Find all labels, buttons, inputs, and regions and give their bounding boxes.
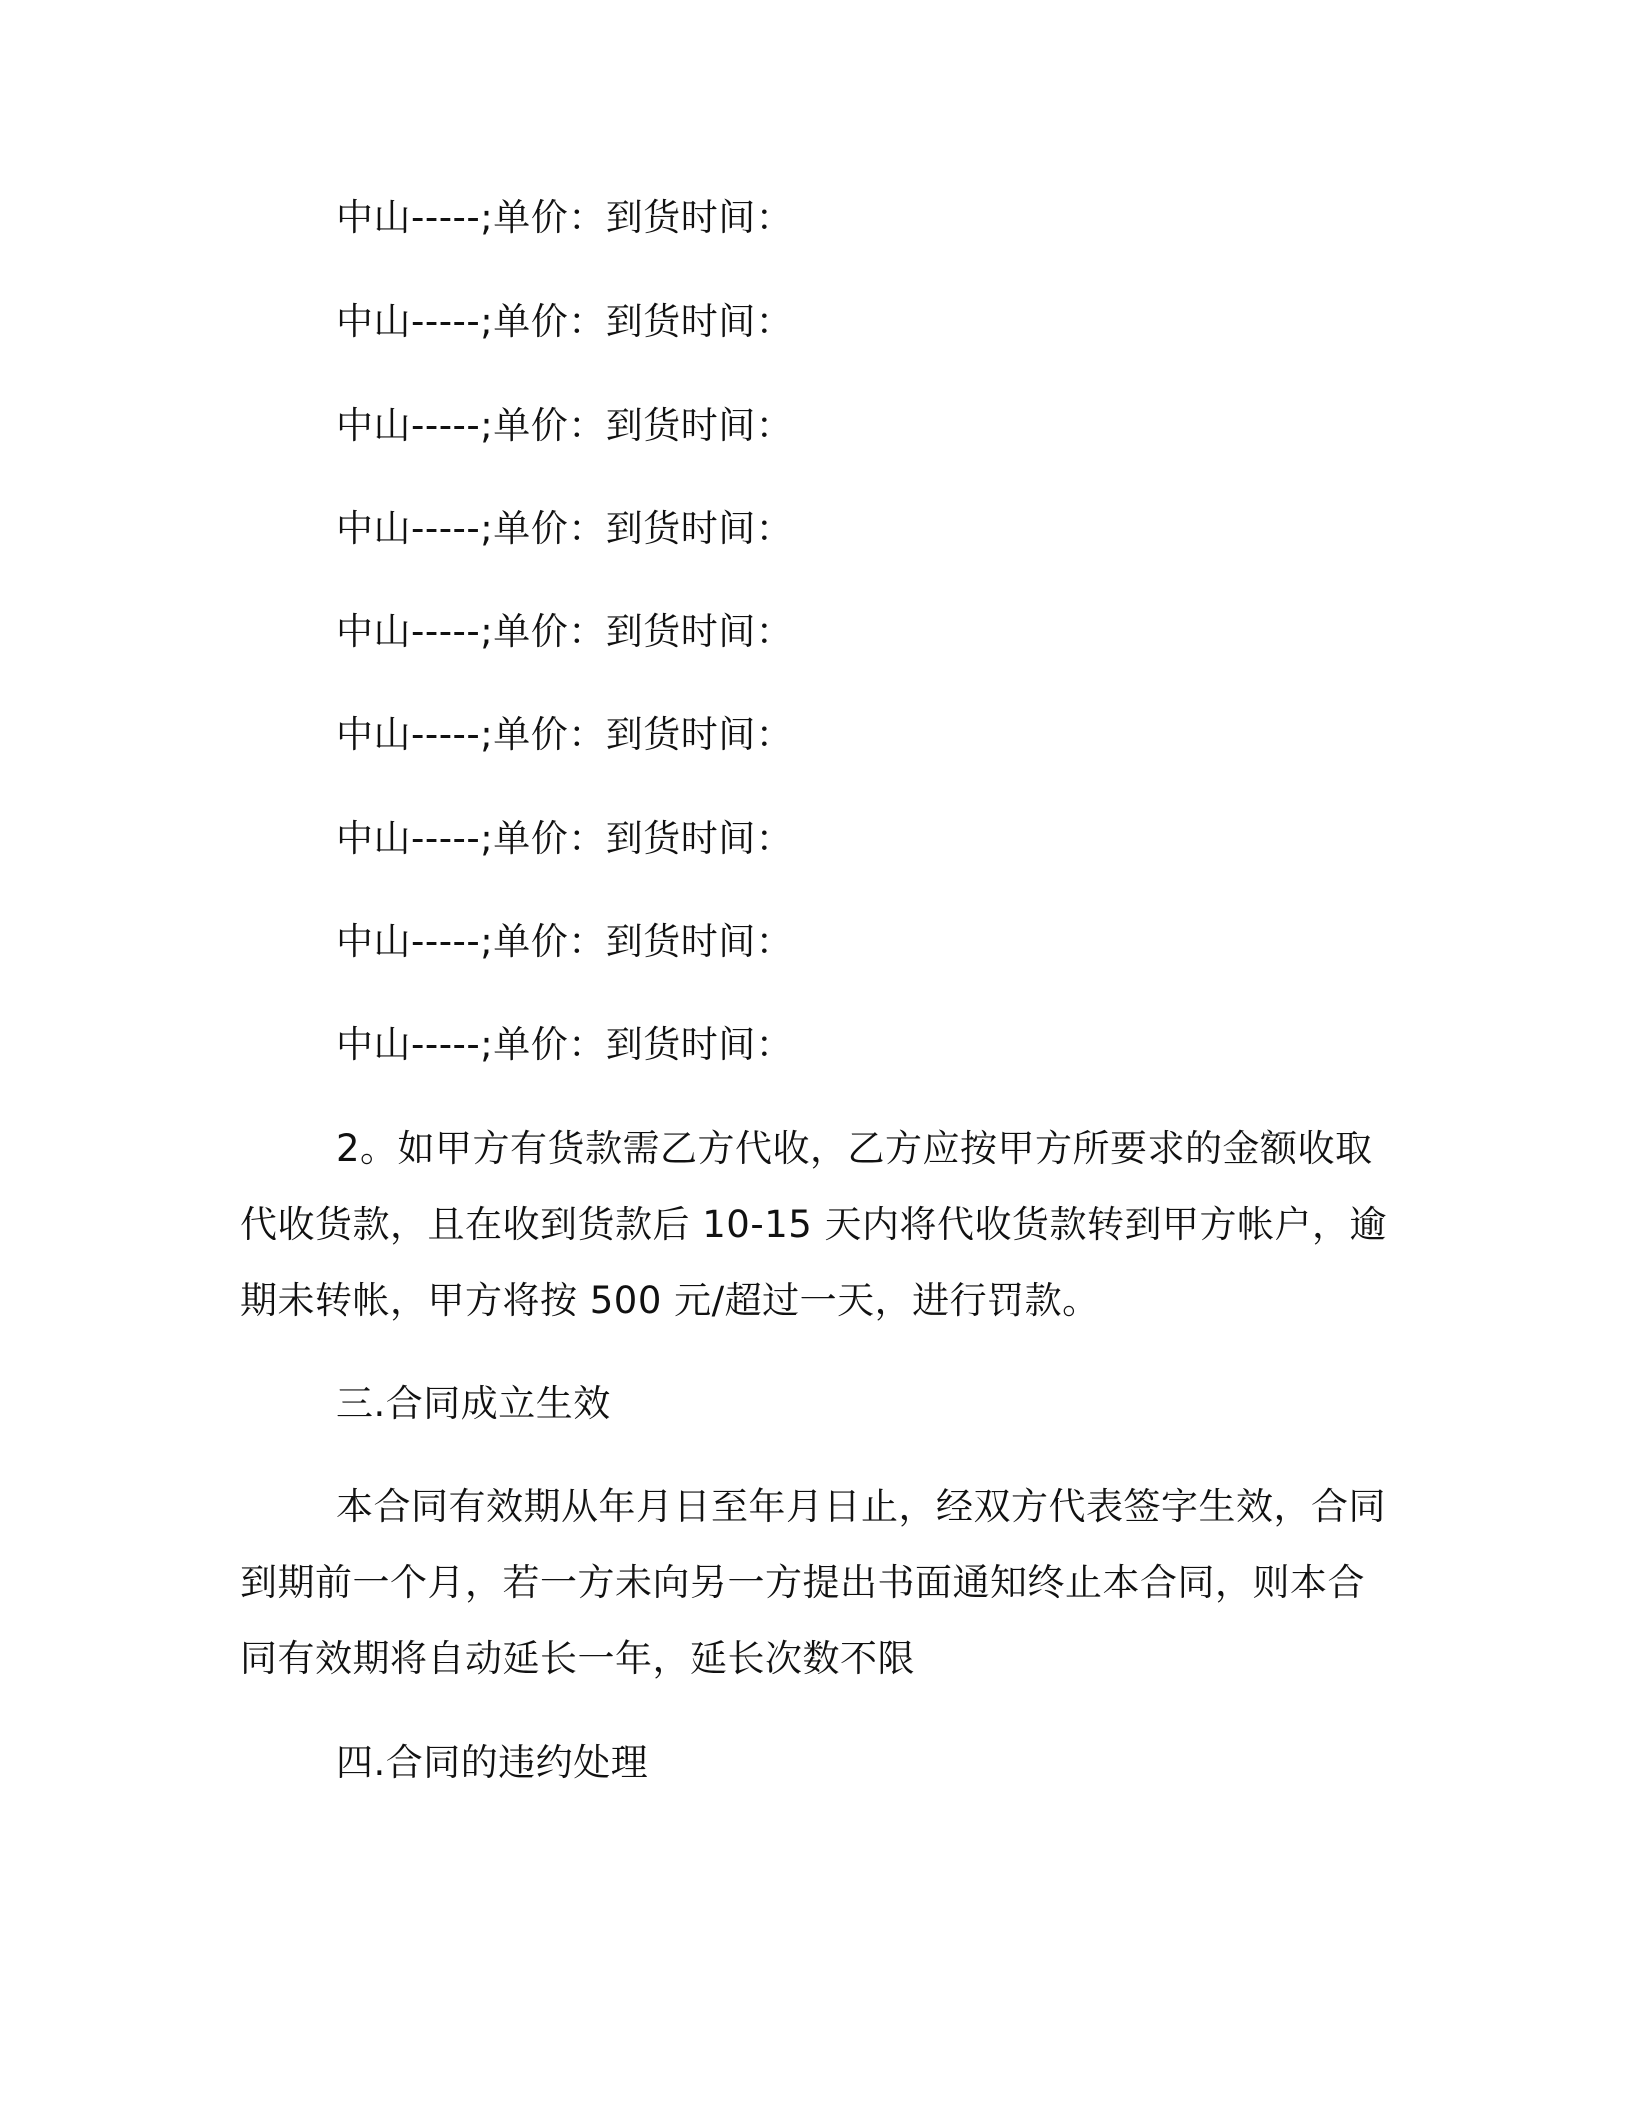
- item-line: 中山-----;单价：到货时间：: [336, 1023, 794, 1066]
- section-3-line-3: 同有效期将自动延长一年，延长次数不限: [240, 1637, 915, 1680]
- section-3-line-2: 到期前一个月，若一方未向另一方提出书面通知终止本合同，则本合: [240, 1561, 1365, 1604]
- clause-2-line-1: 2。如甲方有货款需乙方代收，乙方应按甲方所要求的金额收取: [336, 1127, 1373, 1170]
- item-line: 中山-----;单价：到货时间：: [336, 196, 794, 239]
- item-line: 中山-----;单价：到货时间：: [336, 300, 794, 343]
- item-line: 中山-----;单价：到货时间：: [336, 817, 794, 860]
- item-line: 中山-----;单价：到货时间：: [336, 920, 794, 963]
- section-3-line-1: 本合同有效期从年月日至年月日止，经双方代表签字生效，合同: [336, 1485, 1386, 1528]
- clause-2-line-3: 期未转帐，甲方将按 500 元/超过一天，进行罚款。: [240, 1279, 1100, 1322]
- section-4-heading: 四.合同的违约处理: [336, 1741, 649, 1784]
- item-line: 中山-----;单价：到货时间：: [336, 404, 794, 447]
- clause-2-line-2: 代收货款，且在收到货款后 10-15 天内将代收货款转到甲方帐户，逾: [240, 1203, 1388, 1246]
- section-3-heading: 三.合同成立生效: [336, 1382, 611, 1425]
- item-line: 中山-----;单价：到货时间：: [336, 507, 794, 550]
- item-line: 中山-----;单价：到货时间：: [336, 713, 794, 756]
- item-line: 中山-----;单价：到货时间：: [336, 610, 794, 653]
